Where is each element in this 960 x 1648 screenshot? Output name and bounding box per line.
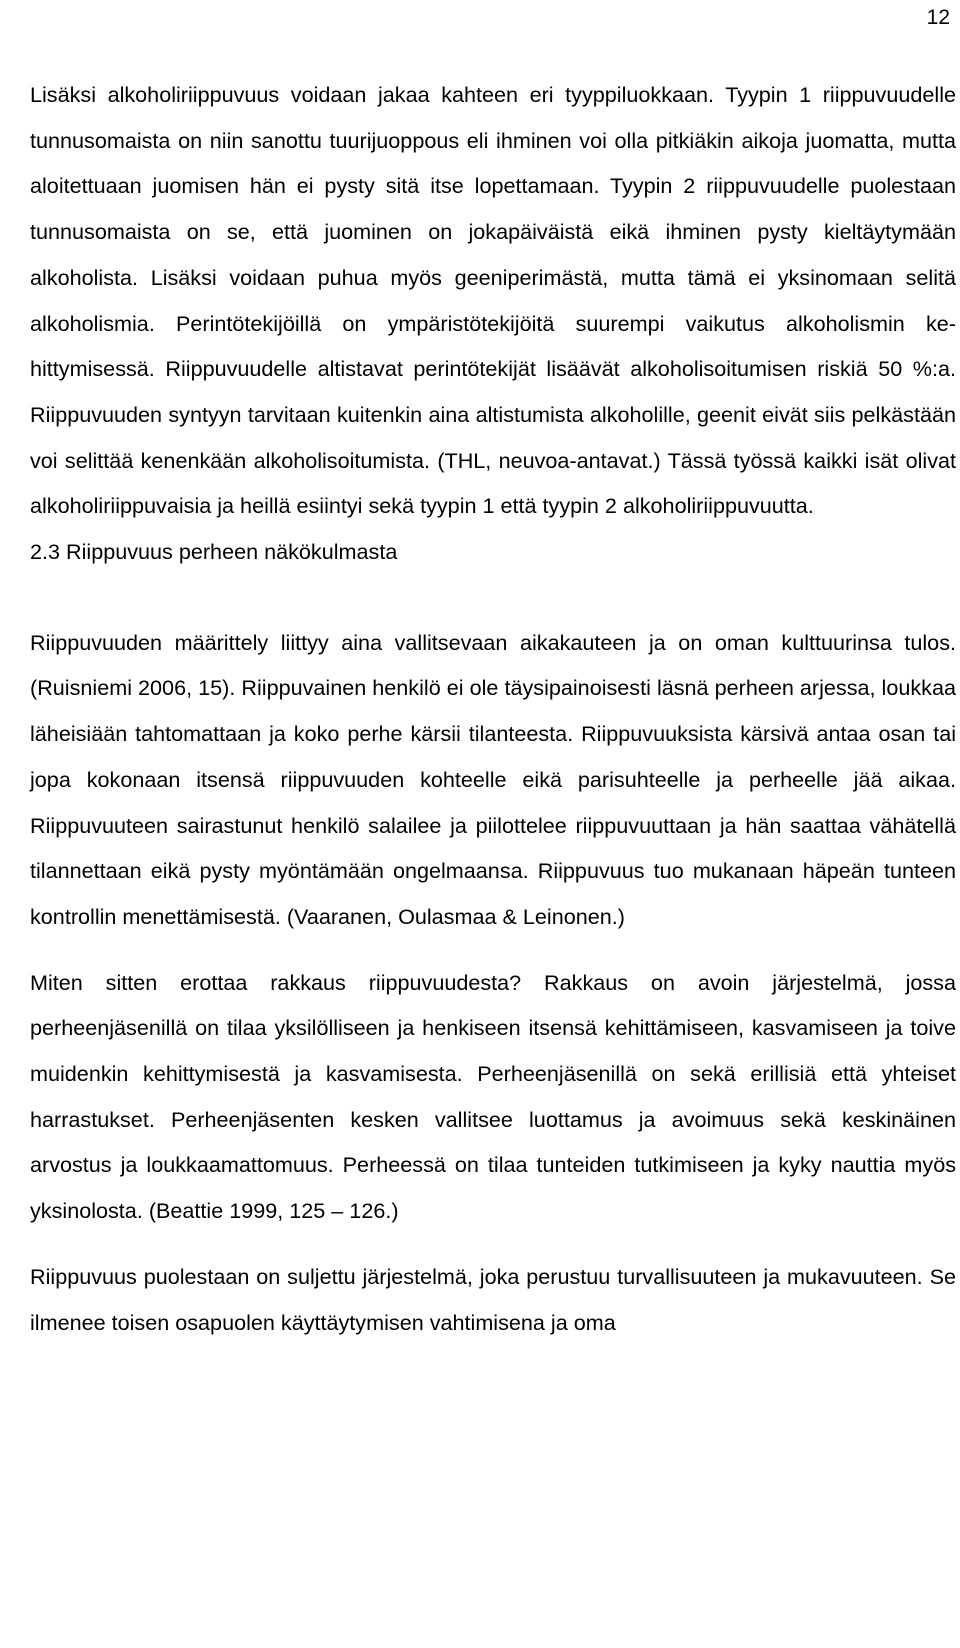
paragraph-alcohol-dependency-types: Lisäksi alkoholiriippuvuus voidaan jakaa kahteen eri tyyppiluokkaan. Tyypin 1 riippuvuudelle tunnusomaista on niin sanottu tuurijuoppous eli ihminen voi olla pitkiäkin aikoja juomatta, mutta aloitettuaan juomisen hän ei pysty sitä itse lopettamaan. Tyypin 2 riippuvuudelle puolestaan tunnusomaista on se, että juominen on jokapäiväistä eikä ihminen pysty kieltäytymään alkoholista. Lisäksi voidaan puhua myös geeniperimästä, mutta tämä ei yksinomaan selitä alkoholismia. Perintötekijöillä on ympäristötekijöitä suurempi vaikutus alkoholismin kehittymisessä. Riippuvuudelle altistavat perintötekijät lisäävät alkoholisoitumisen riskiä 50 %:a. Riippuvuuden syntyyn tarvitaan kuitenkin aina altistumista alkoholille, geenit eivät siis pelkästään voi selittää kenenkään alkoholisoitumista. (THL, neuvoa-antavat.) Tässä työssä kaikki isät olivat alkoholiriippuvaisia ja heillä esiintyi sekä tyypin 1 että tyypin 2 alkoholiriippuvuutta. <box>30 82 956 519</box>
page-number: 12 <box>926 6 950 29</box>
paragraph-family-perspective: Riippuvuuden määrittely liittyy aina vallitsevaan aikakauteen ja on oman kulttuurinsa tulos. (Ruisniemi 2006, 15). Riippuvainen henkilö ei ole täysipainoisesti läsnä perheen arjessa, loukkaa läheisiään tahtomattaan ja koko perhe kärsii tilanteesta. Riippuvuuksista kärsivä antaa osan tai jopa kokonaan itsensä riippuvuuden kohteelle eikä parisuhteelle ja perheelle jää aikaa. Riippuvuuteen sairastunut henkilö salailee ja piilottelee riippuvuuttaan ja hän saattaa vähätellä tilannettaan eikä pysty myöntämään ongelmaansa. Riippuvuus tuo mukanaan häpeän tunteen kontrollin menettämisestä. (Vaaranen, Oulasmaa & Leinonen.) <box>30 629 956 929</box>
document-body <box>30 72 956 1345</box>
section-heading: 2.3 Riippuvuus perheen näkökulmasta <box>30 539 398 565</box>
paragraph-closed-system: Riippuvuus puolestaan on suljettu järjestelmä, joka perustuu turvallisuuteen ja mukavuuteen. Se ilmenee toisen osapuolen käyttäytymisen vahtimisena ja oma <box>30 1263 956 1335</box>
paragraph-love-vs-dependency: Miten sitten erottaa rakkaus riippuvuudesta? Rakkaus on avoin järjestelmä, jossa perheenjäsenillä on tilaa yksilölliseen ja henkiseen itsensä kehittämiseen, kasvamiseen ja toive muidenkin kehittymisestä ja kasvamisesta. Perheenjäsenillä on sekä erillisiä että yhteiset harrastukset. Perheenjäsenten kesken vallitsee luottamus ja avoimuus sekä keskinäinen arvostus ja loukkaamattomuus. Perheessä on tilaa tunteiden tutkimiseen ja kyky nauttia myös yksinolosta. (Beattie 1999, 125 – 126.) <box>30 969 956 1224</box>
